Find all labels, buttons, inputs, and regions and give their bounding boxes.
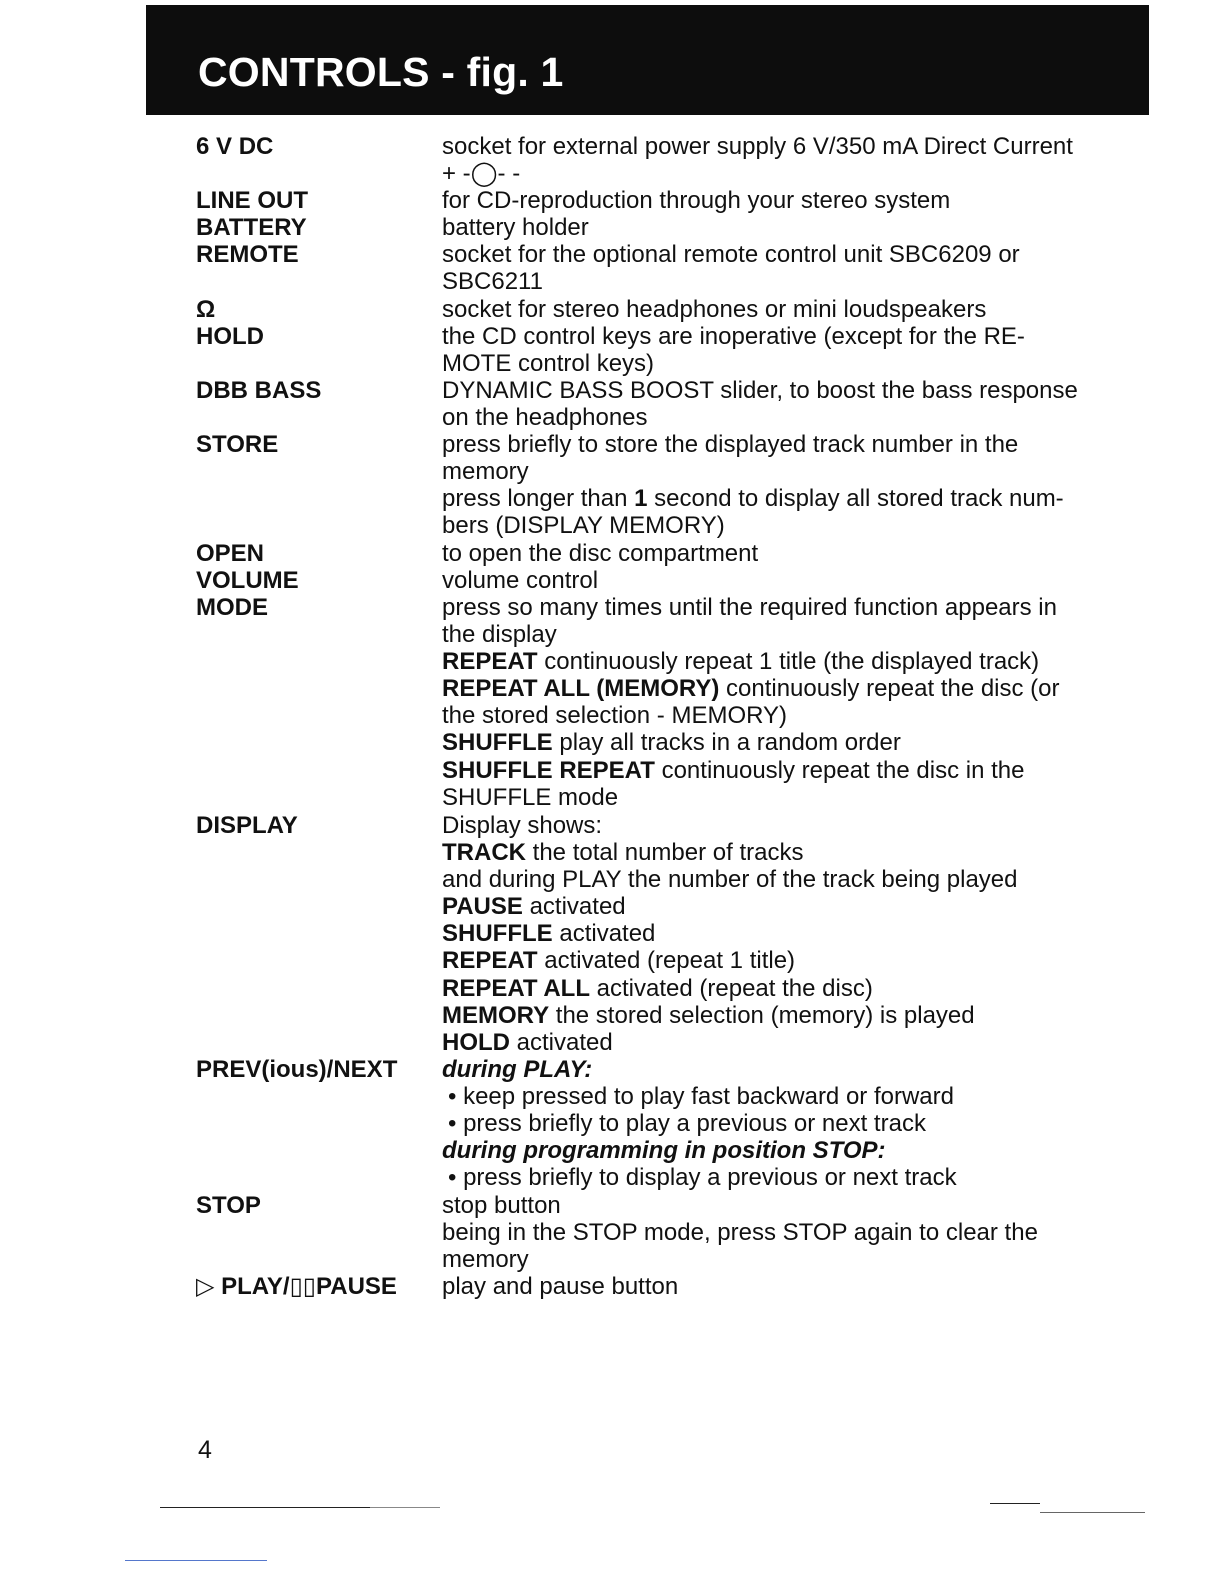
- text-segment: activated: [522, 893, 626, 921]
- text-segment: during PLAY:: [442, 1056, 593, 1083]
- description-line: [442, 296, 1142, 323]
- control-term: OPEN: [196, 540, 265, 567]
- text-segment: activated: [510, 1028, 613, 1056]
- text-segment: second to display all stored track num-: [647, 485, 1064, 513]
- control-description: [442, 133, 1142, 187]
- description-line: [442, 1137, 1142, 1164]
- description-line: [442, 485, 1142, 512]
- scan-line: [125, 1560, 267, 1561]
- description-line: [442, 512, 1142, 539]
- text-segment: REPEAT ALL (MEMORY): [442, 675, 720, 703]
- text-segment: stop button: [442, 1192, 561, 1219]
- text-segment: press longer than: [442, 485, 635, 513]
- control-term: BATTERY: [196, 214, 307, 241]
- description-line: [442, 160, 1142, 187]
- description-line: [442, 1002, 1142, 1029]
- text-segment: DYNAMIC BASS BOOST slider, to boost the bass response: [442, 377, 1078, 404]
- text-segment: memory: [442, 458, 529, 486]
- description-line: [442, 975, 1142, 1002]
- text-segment: SHUFFLE REPEAT: [442, 756, 655, 784]
- control-term: MODE: [196, 594, 268, 621]
- description-line: [442, 1192, 1142, 1219]
- description-line: [442, 702, 1142, 729]
- text-segment: and during PLAY the number of the track being played: [442, 866, 1018, 894]
- text-segment: TRACK: [442, 839, 526, 867]
- scan-line: [160, 1507, 370, 1508]
- description-line: [442, 784, 1142, 811]
- text-segment: SHUFFLE: [442, 920, 553, 948]
- text-segment: Display shows:: [442, 812, 603, 839]
- description-line: [442, 214, 1142, 241]
- text-segment: SHUFFLE: [442, 729, 553, 757]
- description-line: [442, 187, 1142, 214]
- text-segment: during programming in position STOP:: [442, 1137, 886, 1165]
- text-segment: continuously repeat the disc in the: [654, 756, 1025, 784]
- description-line: [442, 241, 1142, 268]
- description-line: [442, 1164, 1142, 1191]
- description-line: [442, 1273, 1142, 1300]
- text-segment: continuously repeat 1 title (the displayed track): [537, 648, 1040, 676]
- text-segment: the total number of tracks: [526, 839, 804, 867]
- text-segment: to open the disc compartment: [442, 540, 759, 567]
- description-line: [442, 594, 1142, 621]
- text-segment: being in the STOP mode, press STOP again to clear the: [442, 1219, 1038, 1247]
- text-segment: the CD control keys are inoperative (except for the RE-: [442, 323, 1025, 350]
- bullet-text: • press briefly to play a previous or next track: [448, 1110, 926, 1138]
- control-description: [442, 812, 1142, 1056]
- description-line: [442, 648, 1142, 675]
- text-segment: bers (DISPLAY MEMORY): [442, 512, 725, 540]
- text-segment: the stored selection - MEMORY): [442, 702, 788, 730]
- description-line: [442, 540, 1142, 567]
- description-line: [442, 431, 1142, 458]
- text-segment: socket for stereo headphones or mini loudspeakers: [442, 296, 987, 323]
- control-term: PREV(ious)/NEXT: [196, 1056, 398, 1083]
- description-line: [442, 1083, 1142, 1110]
- control-description: [442, 567, 1142, 594]
- text-segment: the stored selection (memory) is played: [549, 1001, 975, 1029]
- page-number: 4: [198, 1436, 212, 1464]
- text-segment: REPEAT: [442, 947, 538, 975]
- control-term: ▷ PLAY/▯▯PAUSE: [196, 1273, 397, 1300]
- text-segment: press so many times until the required function appears in: [442, 594, 1057, 621]
- text-segment: socket for external power supply 6 V/350 mA Direct Current: [442, 133, 1073, 160]
- page-title: CONTROLS - fig. 1: [198, 49, 564, 95]
- text-segment: MEMORY: [442, 1001, 550, 1029]
- control-term: Ω: [196, 296, 216, 323]
- control-description: [442, 594, 1142, 811]
- text-segment: 1: [634, 485, 648, 513]
- control-description: [442, 431, 1142, 539]
- description-line: [442, 947, 1142, 974]
- description-line: [442, 675, 1142, 702]
- control-term: REMOTE: [196, 241, 299, 268]
- text-segment: press briefly to store the displayed track number in the: [442, 431, 1019, 458]
- control-description: [442, 214, 1142, 241]
- text-segment: + -◯- -: [442, 160, 521, 188]
- control-description: [442, 241, 1142, 295]
- scan-line: [1040, 1512, 1145, 1513]
- description-line: [442, 377, 1142, 404]
- text-segment: activated: [552, 920, 656, 948]
- control-description: [442, 540, 1142, 567]
- text-segment: the display: [442, 621, 557, 649]
- control-term: DISPLAY: [196, 812, 298, 839]
- description-line: [442, 757, 1142, 784]
- bullet-text: • press briefly to display a previous or next track: [448, 1164, 957, 1192]
- description-line: [442, 1029, 1142, 1056]
- description-line: [442, 1219, 1142, 1246]
- control-term: 6 V DC: [196, 133, 274, 160]
- control-term: LINE OUT: [196, 187, 308, 214]
- control-term: DBB BASS: [196, 377, 322, 404]
- text-segment: memory: [442, 1246, 529, 1274]
- header-bar: [146, 5, 1149, 115]
- description-line: [442, 458, 1142, 485]
- description-line: [442, 866, 1142, 893]
- control-description: [442, 1056, 1142, 1191]
- text-segment: for CD-reproduction through your stereo system: [442, 187, 951, 214]
- control-description: [442, 187, 1142, 214]
- description-line: [442, 839, 1142, 866]
- description-line: [442, 323, 1142, 350]
- text-segment: continuously repeat the disc (or: [719, 675, 1060, 703]
- bullet-text: • keep pressed to play fast backward or forward: [448, 1083, 954, 1111]
- text-segment: play and pause button: [442, 1273, 679, 1300]
- scan-line: [990, 1503, 1040, 1504]
- description-line: [442, 1110, 1142, 1137]
- description-line: [442, 1246, 1142, 1273]
- description-line: [442, 350, 1142, 377]
- description-line: [442, 729, 1142, 756]
- text-segment: volume control: [442, 567, 599, 594]
- description-line: [442, 404, 1142, 431]
- description-line: [442, 133, 1142, 160]
- control-term: STOP: [196, 1192, 261, 1219]
- text-segment: REPEAT: [442, 648, 538, 676]
- text-segment: battery holder: [442, 214, 589, 241]
- text-segment: socket for the optional remote control unit SBC6209 or: [442, 241, 1020, 268]
- description-line: [442, 893, 1142, 920]
- text-segment: HOLD: [442, 1028, 510, 1056]
- description-line: [442, 812, 1142, 839]
- text-segment: activated (repeat 1 title): [537, 947, 796, 975]
- description-line: [442, 268, 1142, 295]
- description-line: [442, 920, 1142, 947]
- control-description: [442, 1192, 1142, 1273]
- text-segment: REPEAT ALL: [442, 974, 590, 1002]
- text-segment: PAUSE: [442, 893, 523, 921]
- text-segment: SHUFFLE mode: [442, 783, 619, 811]
- description-line: [442, 621, 1142, 648]
- control-term: VOLUME: [196, 567, 299, 594]
- text-segment: play all tracks in a random order: [552, 729, 901, 757]
- control-term: STORE: [196, 431, 279, 458]
- scan-line: [370, 1507, 440, 1508]
- text-segment: activated (repeat the disc): [590, 974, 873, 1002]
- control-description: [442, 296, 1142, 323]
- text-segment: MOTE control keys): [442, 350, 655, 378]
- control-description: [442, 377, 1142, 431]
- description-line: [442, 567, 1142, 594]
- text-segment: on the headphones: [442, 404, 648, 432]
- control-description: [442, 1273, 1142, 1300]
- control-term: HOLD: [196, 323, 264, 350]
- control-description: [442, 323, 1142, 377]
- description-line: [442, 1056, 1142, 1083]
- text-segment: SBC6211: [442, 268, 543, 296]
